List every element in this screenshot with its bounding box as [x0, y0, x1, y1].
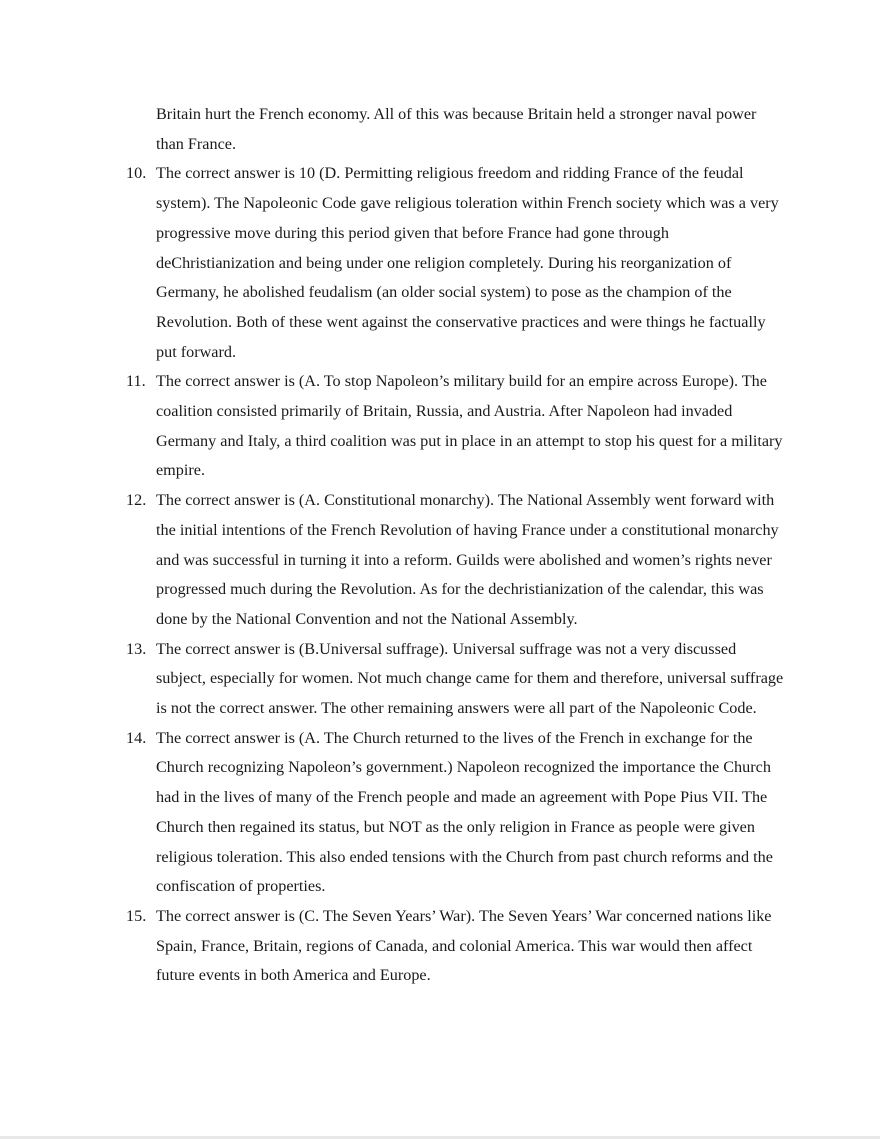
item-text: The correct answer is (C. The Seven Years’ War). The Seven Years’ War concerned nations like Spain, France, Britain, regions of Canada, and colonial America. This war would then affect future events in both America and Europe.: [156, 906, 772, 985]
continuation-paragraph: [126, 100, 786, 159]
item-text: The correct answer is (A. The Church returned to the lives of the French in exchange for the Church recognizing Napoleon’s government.) Napoleon recognized the importance the Church had in the lives of many of the French people and made an agreement with Pope Pius VII. The Church then regained its status, but NOT as the only religion in France as people were given religious toleration. This also ended tensions with the Church from past church reforms and the confiscation of properties.: [156, 728, 773, 896]
item-number: 10.: [126, 164, 147, 183]
answer-item-12: [126, 486, 786, 635]
item-number: 11.: [126, 372, 146, 391]
answer-item-10: [126, 159, 786, 367]
item-text: The correct answer is 10 (D. Permitting religious freedom and ridding France of the feudal system). The Napoleonic Code gave religious toleration within French society which was a very progressive move during this period given that before France had gone through deChristianization and being under one religion completely. During his reorganization of Germany, he abolished feudalism (an older social system) to pose as the champion of the Revolution. Both of these went against the conservative practices and were things he factually put forward.: [156, 164, 779, 361]
continuation-text: Britain hurt the French economy. All of this was because Britain held a stronger naval power than France.: [156, 105, 757, 153]
item-number: 12.: [126, 491, 147, 510]
item-text: The correct answer is (A. To stop Napoleon’s military build for an empire across Europe). The coalition consisted primarily of Britain, Russia, and Austria. After Napoleon had invaded Germany and Italy, a third coalition was put in place in an attempt to stop his quest for a military empire.: [156, 372, 783, 480]
item-text: The correct answer is (A. Constitutional monarchy). The National Assembly went forward with the initial intentions of the French Revolution of having France under a constitutional monarchy and was successful in turning it into a reform. Guilds were abolished and women’s rights never progressed much during the Revolution. As for the dechristianization of the calendar, this was done by the National Convention and not the National Assembly.: [156, 491, 779, 628]
item-number: 14.: [126, 728, 147, 747]
item-text: The correct answer is (B.Universal suffrage). Universal suffrage was not a very discussed subject, especially for women. Not much change came for them and therefore, universal suffrage is not the correct answer. The other remaining answers were all part of the Napoleonic Code.: [156, 639, 784, 718]
item-number: 15.: [126, 906, 147, 925]
item-number: 13.: [126, 639, 147, 658]
answer-item-11: [126, 367, 786, 486]
answer-item-15: [126, 902, 786, 991]
answer-item-14: [126, 724, 786, 902]
answer-list: [126, 100, 786, 991]
answer-item-13: [126, 635, 786, 724]
